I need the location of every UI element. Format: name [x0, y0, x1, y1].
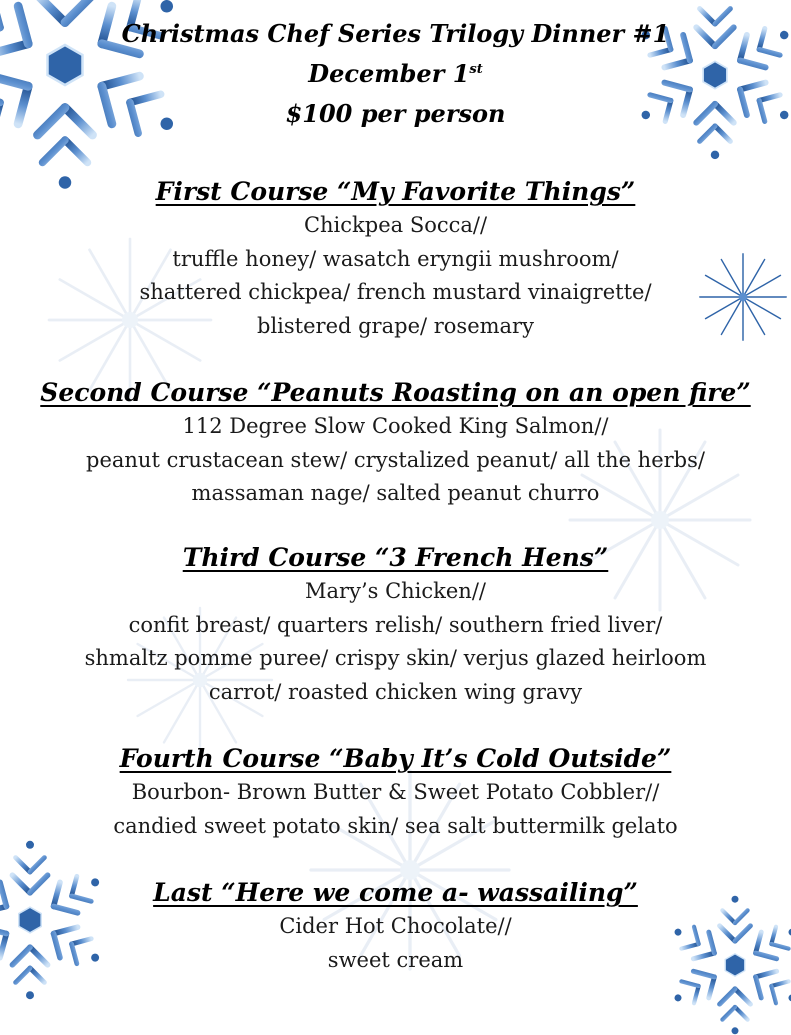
course-title: Second Course “Peanuts Roasting on an open fire” [40, 378, 751, 407]
course-title: First Course “My Favorite Things” [155, 177, 636, 206]
dish-line: sweet cream [327, 947, 464, 972]
course-title: Third Course “3 French Hens” [182, 543, 609, 572]
dish-line: 112 Degree Slow Cooked King Salmon// [182, 414, 609, 438]
dish-line: shmaltz pomme puree/ crispy skin/ verjus glazed heirloom [84, 646, 707, 670]
event-date: December 1st [308, 59, 483, 88]
dish-line: blistered grape/ rosemary [257, 313, 534, 338]
dish-line: Cider Hot Chocolate// [279, 914, 512, 938]
dish-line: peanut crustacean stew/ crystalized peanut/ all the herbs/ [86, 447, 705, 472]
course-title: Last “Here we come a- wassailing” [153, 878, 638, 907]
menu-title: Christmas Chef Series Trilogy Dinner #1 [121, 19, 670, 48]
course-title: Fourth Course “Baby It’s Cold Outside” [119, 744, 672, 773]
course-5 [0, 876, 791, 977]
course-2 [0, 376, 791, 511]
course-3 [0, 541, 791, 709]
course-4 [0, 742, 791, 843]
dish-line: Mary’s Chicken// [305, 579, 486, 603]
dish-line: candied sweet potato skin/ sea salt buttermilk gelato [113, 813, 678, 838]
course-1 [0, 175, 791, 343]
dish-line: truffle honey/ wasatch eryngii mushroom/ [172, 246, 619, 271]
dish-line: Chickpea Socca// [303, 213, 488, 237]
dish-line: shattered chickpea/ french mustard vinaigrette/ [139, 280, 652, 304]
dish-line: Bourbon- Brown Butter & Sweet Potato Cobbler// [131, 780, 660, 804]
dish-line: massaman nage/ salted peanut churro [191, 481, 600, 505]
price: $100 per person [285, 99, 506, 128]
dish-line: carrot/ roasted chicken wing gravy [208, 679, 583, 704]
menu-header [0, 14, 791, 134]
dish-line: confit breast/ quarters relish/ southern fried liver/ [128, 612, 663, 637]
